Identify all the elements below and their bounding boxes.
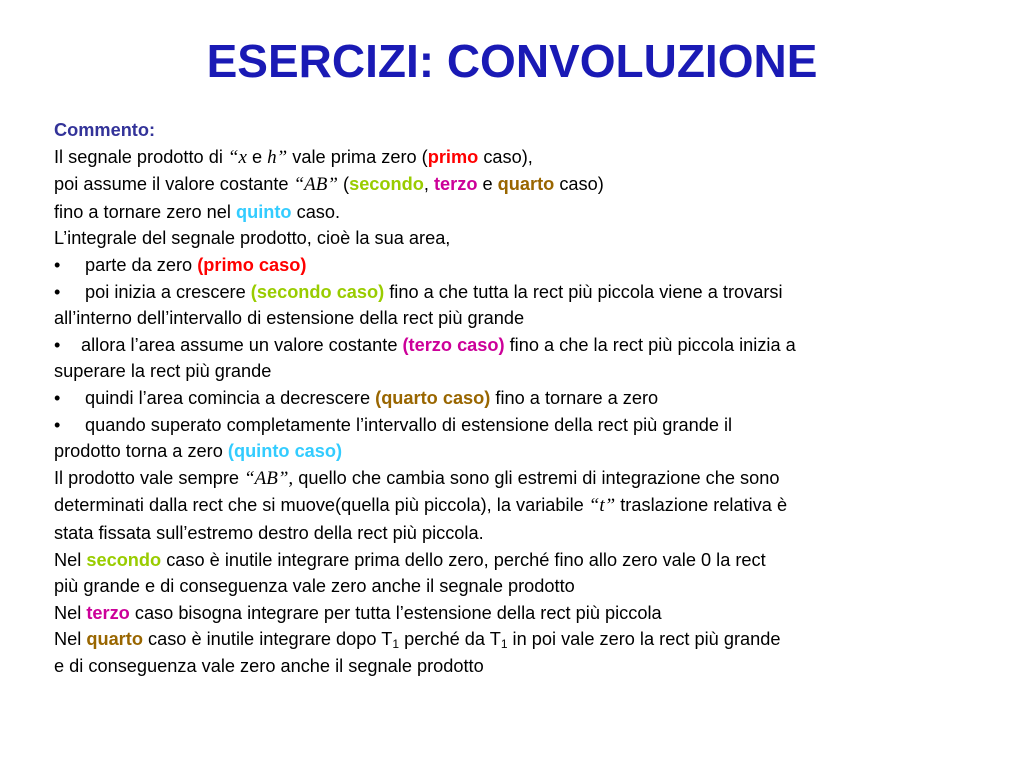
bullet-item-5-continuation: [54, 438, 994, 465]
text-span: poi inizia a crescere: [85, 281, 251, 302]
paragraph-4-line-2: e di conseguenza vale zero anche il segnale prodotto: [54, 655, 484, 676]
bullet-item-5: [54, 412, 994, 439]
bullet-icon: •: [54, 254, 61, 275]
text-span: fino a che tutta la rect più piccola viene a trovarsi: [384, 281, 783, 302]
highlight-quarto: quarto: [497, 174, 555, 195]
highlight-quinto-caso: (quinto caso): [227, 441, 343, 462]
text-span: caso.: [291, 201, 341, 222]
comment-heading: Commento:: [54, 120, 156, 140]
highlight-quinto: quinto: [235, 201, 292, 222]
text-span: determinati dalla rect che si muove(quella più piccola), la variabile: [54, 495, 589, 516]
bullet-icon: •: [54, 414, 61, 435]
highlight-secondo-caso: (secondo caso): [250, 281, 385, 302]
text-span: caso): [554, 174, 604, 195]
text-span: e: [477, 174, 498, 195]
bullet-item-4: [54, 385, 994, 412]
text-span: quello che cambia sono gli estremi di integrazione che sono: [293, 467, 780, 488]
paragraph-3: [54, 600, 994, 627]
highlight-terzo-caso: (terzo caso): [402, 334, 505, 355]
text-span: Nel: [54, 629, 87, 650]
text-span: poi assume il valore costante: [54, 174, 294, 195]
highlight-primo: primo: [427, 146, 479, 167]
text-line-4: L’integrale del segnale prodotto, cioè la sua area,: [54, 228, 451, 249]
text-span: traslazione relativa è: [615, 495, 788, 516]
text-line-3: [54, 199, 994, 226]
math-ab: “AB”: [293, 174, 338, 196]
bullet-icon: •: [54, 334, 61, 355]
text-span: perché da T: [399, 629, 501, 650]
text-span: prodotto torna a zero: [54, 441, 228, 462]
bullet-item-3: [54, 332, 994, 359]
text-span: quando superato completamente l’intervallo di estensione della rect più grande il: [85, 414, 733, 435]
math-ab: “AB”,: [244, 467, 294, 489]
highlight-terzo: terzo: [433, 174, 478, 195]
bullet-icon: •: [54, 281, 61, 302]
text-span: Il prodotto vale sempre: [54, 467, 245, 488]
subscript: 1: [500, 637, 508, 652]
text-span: Il segnale prodotto di: [54, 146, 228, 167]
paragraph-1-line-3: stata fissata sull’estremo destro della rect più piccola.: [54, 522, 484, 543]
text-span: fino a che la rect più piccola inizia a: [504, 334, 796, 355]
paragraph-2-line-2: più grande e di conseguenza vale zero anche il segnale prodotto: [54, 576, 575, 597]
paragraph-1-line-2: [54, 492, 994, 520]
highlight-secondo: secondo: [349, 174, 424, 195]
highlight-secondo: secondo: [86, 549, 162, 570]
math-h: h”: [267, 146, 288, 168]
text-span: vale prima zero (: [287, 146, 428, 167]
slide-body: [54, 117, 994, 679]
text-span: (: [337, 174, 350, 195]
paragraph-4-line-1: [54, 626, 994, 653]
text-span: fino a tornare a zero: [490, 387, 659, 408]
bullet-item-2-continuation: all’interno dell’intervallo di estensione della rect più grande: [54, 308, 525, 329]
slide-title: ESERCIZI: CONVOLUZIONE: [206, 35, 818, 87]
text-span: e: [246, 146, 268, 167]
subscript: 1: [392, 637, 400, 652]
bullet-item-3-continuation: superare la rect più grande: [54, 361, 272, 382]
highlight-terzo: terzo: [86, 602, 130, 623]
bullet-icon: •: [54, 387, 61, 408]
text-span: ,: [423, 174, 434, 195]
text-line-2: [54, 171, 994, 199]
text-line-1: [54, 144, 994, 172]
math-x: “x: [227, 146, 247, 168]
math-t: “t”: [588, 495, 616, 517]
text-span: quindi l’area comincia a decrescere: [85, 387, 376, 408]
paragraph-1-line-1: [54, 465, 994, 493]
text-span: parte da zero: [85, 254, 198, 275]
bullet-item-2: [54, 279, 994, 306]
highlight-primo-caso: (primo caso): [197, 254, 307, 275]
text-span: caso è inutile integrare dopo T: [142, 629, 393, 650]
text-span: in poi vale zero la rect più grande: [507, 629, 781, 650]
text-span: caso),: [478, 146, 533, 167]
text-span: Nel: [54, 602, 87, 623]
bullet-item-1: [54, 252, 994, 279]
highlight-quarto-caso: (quarto caso): [375, 387, 491, 408]
text-span: allora l’area assume un valore costante: [81, 334, 403, 355]
text-span: Nel: [54, 549, 87, 570]
text-span: fino a tornare zero nel: [54, 201, 236, 222]
text-span: caso bisogna integrare per tutta l’estensione della rect più piccola: [129, 602, 662, 623]
text-span: caso è inutile integrare prima dello zero, perché fino allo zero vale 0 la rect: [161, 549, 766, 570]
highlight-quarto: quarto: [86, 629, 143, 650]
paragraph-2-line-1: [54, 547, 994, 574]
